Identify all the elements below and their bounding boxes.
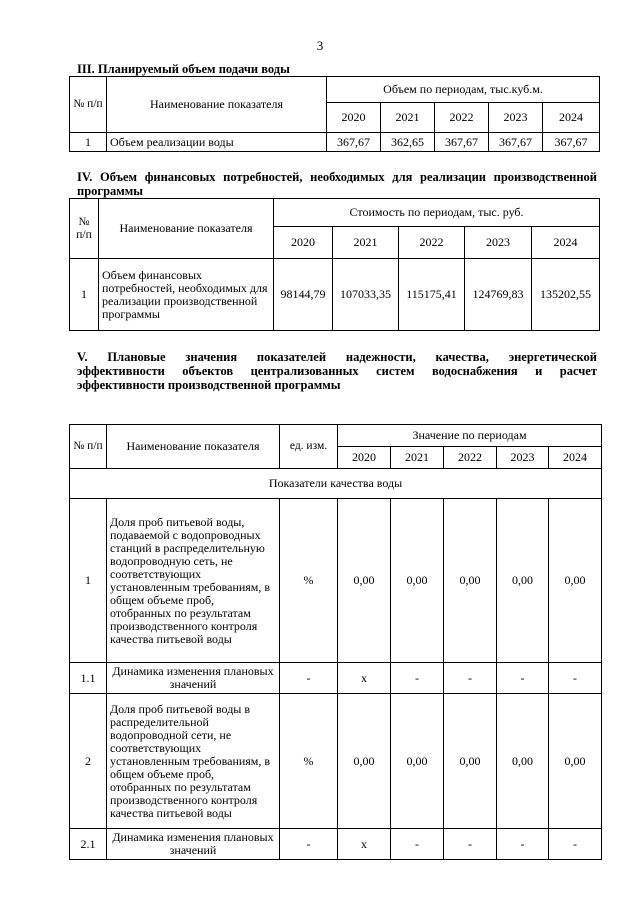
col-num-header: № п/п [70, 77, 107, 133]
row-num: 1.1 [70, 663, 107, 694]
cell-value: 0,00 [391, 694, 444, 829]
cell-value: 367,67 [543, 133, 600, 152]
year-header: 2022 [444, 447, 497, 469]
period-header: Объем по периодам, тыс.куб.м. [327, 77, 600, 103]
cell-value: 0,00 [549, 499, 602, 663]
year-header: 2024 [549, 447, 602, 469]
col-unit-header: ед. изм. [280, 425, 338, 469]
table-row [70, 133, 600, 152]
row-num: 1 [70, 259, 99, 331]
row-unit: - [280, 829, 338, 860]
year-header: 2024 [532, 227, 600, 259]
row-num: 1 [70, 499, 107, 663]
cell-value: 115175,41 [399, 259, 465, 331]
year-header: 2021 [333, 227, 399, 259]
year-header: 2020 [338, 447, 391, 469]
page-number: 3 [316, 38, 324, 53]
row-name: Динамика изменения плановых значений [107, 663, 280, 694]
row-num: 1 [70, 133, 107, 152]
row-num: 2.1 [70, 829, 107, 860]
table-row [70, 829, 602, 860]
cell-value: 367,67 [489, 133, 543, 152]
year-header: 2023 [465, 227, 532, 259]
row-unit: % [280, 694, 338, 829]
col-name-header: Наименование показателя [107, 425, 280, 469]
cell-value: - [549, 663, 602, 694]
cell-value: 0,00 [338, 499, 391, 663]
cell-value: - [497, 829, 549, 860]
year-header: 2023 [497, 447, 549, 469]
cell-value: 0,00 [549, 694, 602, 829]
year-header: 2020 [274, 227, 333, 259]
year-header: 2020 [327, 103, 381, 133]
row-name: Объем реализации воды [107, 133, 327, 152]
cell-value: - [444, 829, 497, 860]
cell-value: - [444, 663, 497, 694]
section-3-heading: III. Планируемый объем подачи воды [77, 62, 290, 76]
cell-value: 0,00 [338, 694, 391, 829]
table-row [70, 499, 602, 663]
col-name-header: Наименование показателя [99, 199, 274, 259]
cell-value: 367,67 [435, 133, 489, 152]
period-header: Стоимость по периодам, тыс. руб. [274, 199, 600, 227]
cell-value: 124769,83 [465, 259, 532, 331]
section-4-heading-line2: программы [77, 184, 144, 198]
cell-value: - [391, 663, 444, 694]
period-header: Значение по периодам [338, 425, 602, 447]
group-title: Показатели качества воды [70, 469, 602, 499]
cell-value: 362,65 [381, 133, 435, 152]
cell-value: 0,00 [391, 499, 444, 663]
col-num-header: № п/п [70, 425, 107, 469]
cell-value: 0,00 [444, 499, 497, 663]
row-name: Доля проб питьевой воды в распределительной водопроводной сети, не соответствующих установленным требованиям, в общем объеме проб, отобранных по результатам производственного контроля качества питьевой воды [107, 694, 280, 829]
row-unit: - [280, 663, 338, 694]
cell-value: 367,67 [327, 133, 381, 152]
col-name-header: Наименование показателя [107, 77, 327, 133]
row-unit: % [280, 499, 338, 663]
table-row [70, 694, 602, 829]
section-5-heading [77, 350, 597, 392]
row-name: Доля проб питьевой воды, подаваемой с водопроводных станций в распределительную водопроводную сеть, не соответствующих установленным требованиям, в общем объеме проб, отобранных по результатам производственного контроля качества питьевой воды [107, 499, 280, 663]
cell-value: - [391, 829, 444, 860]
section-5-heading-line3: эффективности производственной программы [77, 378, 341, 392]
table-row [70, 259, 600, 331]
year-header: 2021 [391, 447, 444, 469]
year-header: 2021 [381, 103, 435, 133]
cell-value: 135202,55 [532, 259, 600, 331]
financial-needs-table [69, 198, 600, 331]
cell-value: 107033,35 [333, 259, 399, 331]
water-supply-table [69, 76, 600, 152]
col-num-header: № п/п [70, 199, 99, 259]
table-row [70, 663, 602, 694]
year-header: 2022 [435, 103, 489, 133]
section-5-heading-line1: V. Плановые значения показателей надежности, качества, энергетической [77, 350, 597, 364]
row-name: Динамика изменения плановых значений [107, 829, 280, 860]
cell-value: х [338, 829, 391, 860]
year-header: 2024 [543, 103, 600, 133]
section-4-heading [77, 170, 597, 198]
section-5-heading-line2: эффективности объектов централизованных систем водоснабжения и расчет [77, 364, 597, 378]
cell-value: 0,00 [497, 694, 549, 829]
year-header: 2023 [489, 103, 543, 133]
row-name: Объем финансовых потребностей, необходимых для реализации производственной программы [99, 259, 274, 331]
cell-value: - [497, 663, 549, 694]
cell-value: 0,00 [444, 694, 497, 829]
year-header: 2022 [399, 227, 465, 259]
cell-value: - [549, 829, 602, 860]
section-4-heading-line1: IV. Объем финансовых потребностей, необходимых для реализации производственной [77, 170, 597, 184]
row-num: 2 [70, 694, 107, 829]
quality-indicators-table [69, 424, 602, 860]
cell-value: х [338, 663, 391, 694]
cell-value: 0,00 [497, 499, 549, 663]
cell-value: 98144,79 [274, 259, 333, 331]
